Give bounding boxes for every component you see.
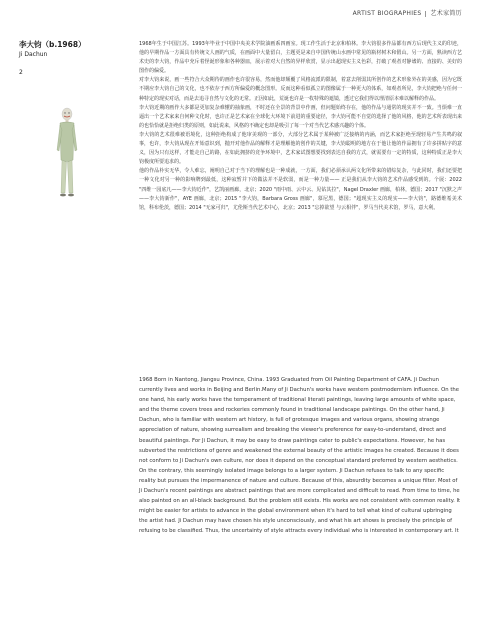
header-section-cn: 艺术家简历 xyxy=(430,10,462,17)
en-paragraph-1: 1968 Born in Nantong, Jiangsu Province, China. 1993 Graduated from Oil Painting Department of CAFA. Ji Dachun currently lives and works in Beijing and Berlin.Many of Ji Dachun's works have western postmodernism influence. On the one hand, his early works have the temperament of traditional literati paintings, leaving large amounts of white space, and the theme covers trees and rockeries commonly found in traditional landscape paintings. On the other hand, Ji Dachun, who is familiar with western art history, is full of grotesque images and various organs, showing strange appreciation of nature, showing surrealism and breaking the viewer's preference for easy-to-understand, direct and beautiful paintings. For Ji Dachun, it may be easy to draw paintings cater to public's expectations. However, he has subverted the restrictions of genre and weakened the external beauty of the artistic images he created. Because it does not conform to Ji Dachun's own culture, nor does it depend on the conceptual standard preferred by western aesthetics. xyxy=(139,377,460,464)
running-header xyxy=(353,8,462,17)
cn-paragraph-5: 他的作品朴实无华，令人难忘，阐明自己对于当下的理解也是一种成就，一方面，我们必须承认两文化所带来的错综复杂，与此同时，我们还要把一种文化对另一种的影响牌到最低，这种寂暂并下的做法并不是软弱，而是一种力量—— 正是我们从李大钧的艺术作品感受到的。个展：2022 "四维一园底凡——李大钧近作"，艺凯丽画廊，北京；2020 "雨中雨、云中云、见钻其拉"，Nagel Draxler 画廊，柏林，德国；2017 "沉默之声——李大钧新作"，AYE 画廊，北京；2015 "李大钧，Barbara Gross 画廊"，慕尼黑，德国；"超现实主义的现实——李大钧"，路德维希美术馆，科布伦茨，德国；2014 "无家可归"，尤伦斯当代艺术中心，北京；2013 "忘掉欲望 与云相伴"，罗马当代美术馆，罗马，意大利。 xyxy=(139,168,462,211)
artist-name-en: Ji Dachun xyxy=(19,51,48,58)
cn-paragraph-1: 1968年生于中国江苏。1993年毕业于中国中央美术学院油画系四画室。现工作生活于北京和柏林。李大钧很多作品都有西方后现代主义的印迹，他的早期作品一方面具有传统文人画的气质，在画面中大量留白，主题更是来自中国传统山水画中常见的瓶材树木和假山。另一方面，熟读西方艺术史的李大钧，作品中充斥着怪诞形象和各种器皿，展示着对大自然的异样欣赏，显示出超现实主义色彩，打破了观者对静谧的、直接的、美好的图作的偏爱。 xyxy=(139,41,462,75)
header-divider xyxy=(425,11,426,17)
artist-name-cn: 李大钧（b.1968） xyxy=(19,40,86,49)
header-section-en: ARTIST BIOGRAPHIES xyxy=(352,10,422,17)
chinese-biography xyxy=(139,40,462,213)
english-biography xyxy=(139,375,462,537)
artist-sidebar xyxy=(19,40,129,76)
figure-number: 2 xyxy=(19,69,23,76)
artwork-figure-image xyxy=(55,105,79,200)
cn-paragraph-4: 李大钧的艺术很难被语境化，这种拒绝构成了他审美观的一部分，大部分艺术属于某种被广泛接纳的内涵，而艺术家拒绝至现轻易产生共鸣的叙事，也许，李大钧从现在开始意识到，抛开对他作品的解释才是理解他的创作的关键，李大钧聪明的地方在于他让他的作品拥有了许多拼贴字的意义，因为只有这样，才能走自己的路，在如此拥挤的竞争环境中，艺术家试图想要找到表达自我的方式，就需要有一定的特质，这种特质正是李大钧极度所要追求的。 xyxy=(139,131,462,166)
cn-paragraph-3: 李大钧近期的画作大多都是更加复杂难懂的抽象画，不时还在全景的背景中作画，但问题始终存在，他的作品与通常的现实并不一致。当烦难一直逼出一个艺术家来自何种文化时，也许正是艺术家在全球化大环境下前进的重要途径，李大钧可能不自觉的选择了他的风格，他的艺术所表现出来的也恰恰就是拒绝归类的原则，如此说来，风格的不确定也却是吸引了每一个对当代艺术感兴趣的个体。 xyxy=(139,104,462,129)
cn-paragraph-2: 对李大钧来说，画一些符合大众期待的画作也许很容易，然而他却颠覆了风格流派的限制，着意去削弱其所创作的艺术形象外在的美感，因为它既不期应李大钧自己的文化，也不依存于西方所偏爱的概念图形。反而这种看似孤立的图像属于一种更大的体系，如观者所见，李大钧把绝与任何一种特定的现实对话，而是去追寻自然与文化的无常。正因如此，荒诞也许是一枚特殊的遮镜，透过它我们得以理清原本难以解释的作品。 xyxy=(139,77,462,102)
en-paragraph-2: On the contrary, this seemingly isolated image belongs to a larger system. Ji Dachun refuses to talk to any specific reality but pursues the impermanence of nature and culture. Because of this, absurdity becomes a unique filter. Most of Ji Dachun's recent paintings are abstract paintings that are more complicated and difficult to read. From time to time, he also painted on an all-black background. But the problem still exists. His works are not consistent with common reality. It might be easier for artists to advance in the global environment when it's hard to tell what kind of cultural upbringing the artist had. Ji Dachun may have chosen his style unconsciously, and what his art shows is precisely the principle of refusing to be classified. Thus, the uncertainty of style attracts every individual who is interested in contemporary art. It xyxy=(139,467,461,535)
